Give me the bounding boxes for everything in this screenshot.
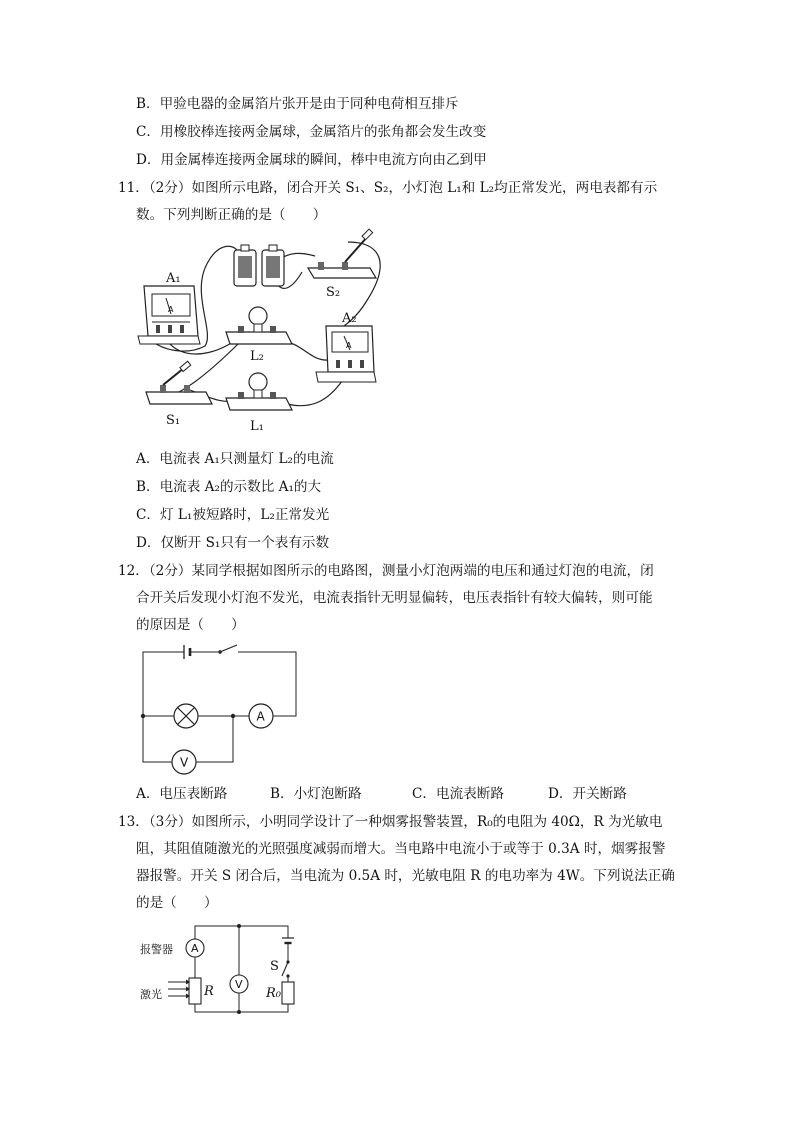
q11-label-a2: A₂: [342, 311, 357, 326]
q11-label-s1: S₁: [166, 413, 181, 428]
q12-options-row: [136, 785, 627, 803]
switch-s1-icon: [146, 361, 212, 404]
switch-s2-icon: [308, 229, 376, 278]
lamp-l2-icon: [226, 307, 292, 344]
q13-stem-line4: 的是（ ）: [136, 895, 218, 911]
q11-option-b: B．电流表 A₂的示数比 A₁的大: [136, 479, 322, 495]
switch-s-icon: [282, 960, 290, 977]
q10-option-d: D．用金属棒连接两金属球的瞬间，棒中电流方向由乙到甲: [136, 152, 487, 168]
q11-stem-line1: 11．（2分）如图所示电路，闭合开关 S₁、S₂，小灯泡 L₁和 L₂均正常发光，两电表都有示: [118, 180, 658, 196]
q13-alarm-label: 报警器: [140, 943, 173, 956]
q11-stem-line2: 数。下列判断正确的是（ ）: [136, 207, 327, 223]
q11-label-a1: A₁: [166, 271, 181, 286]
q13-r0-label: R₀: [266, 986, 281, 1001]
switch-icon: [218, 645, 237, 654]
q11-label-l1: L₁: [250, 419, 264, 434]
q13-circuit-figure: [138, 918, 308, 1018]
q13-stem-line2: 阻，其阻值随激光的光照强度减弱而增大。当电路中电流小于或等于 0.3A 时，烟雾报警: [136, 841, 666, 857]
q12-circuit-figure: [140, 644, 302, 780]
svg-text:A: A: [346, 341, 352, 350]
q11-circuit-figure: [130, 232, 400, 442]
q11-option-d: D．仅断开 S₁只有一个表有示数: [136, 535, 330, 551]
q12-voltmeter-label: V: [180, 755, 189, 770]
q12-option-c: C．电流表断路: [412, 786, 504, 802]
q11-option-c: C．灯 L₁被短路时，L₂正常发光: [136, 507, 330, 523]
laser-arrows-icon: [168, 980, 190, 999]
q12-option-a: A．电压表断路: [136, 786, 228, 802]
q10-option-c: C．用橡胶棒连接两金属球，金属箔片的张角都会发生改变: [136, 124, 487, 140]
q12-ammeter-label: A: [256, 709, 265, 724]
battery-icon: [282, 938, 294, 943]
lamp-l1-icon: [226, 373, 292, 410]
ammeter-a2-icon: [316, 326, 376, 382]
battery-icon: [234, 245, 284, 286]
q10-option-b: B．甲验电器的金属箔片张开是由于同种电荷相互排斥: [136, 96, 459, 112]
r0-resistor-icon: [282, 982, 294, 1004]
q13-voltmeter-label: V: [235, 978, 243, 991]
q12-option-b: B．小灯泡断路: [270, 786, 362, 802]
q13-stem-line1: 13．（3分）如图所示，小明同学设计了一种烟雾报警装置，R₀的电阻为 40Ω，R 为光敏电: [118, 814, 663, 830]
q11-option-a: A．电流表 A₁只测量灯 L₂的电流: [136, 451, 334, 467]
svg-text:A: A: [168, 305, 174, 314]
q13-laser-label: 激光: [140, 988, 162, 1001]
photoresistor-icon: [189, 978, 201, 1004]
q13-ammeter-label: A: [191, 942, 199, 955]
lamp-icon: [174, 704, 198, 728]
ammeter-a1-icon: [138, 286, 200, 344]
q12-option-d: D．开关断路: [548, 786, 627, 802]
q13-switch-label: S: [270, 959, 279, 974]
q11-label-l2: L₂: [250, 349, 264, 364]
q12-stem-line2: 合开关后发现小灯泡不发光，电流表指针无明显偏转，电压表指针有较大偏转，则可能: [136, 590, 653, 606]
q13-r-label: R: [204, 984, 214, 999]
q13-stem-line3: 器报警。开关 S 闭合后，当电流为 0.5A 时，光敏电阻 R 的电功率为 4W。下列说法正确: [136, 868, 675, 884]
q12-stem-line1: 12．（2分）某同学根据如图所示的电路图，测量小灯泡两端的电压和通过灯泡的电流，闭: [118, 563, 654, 579]
q12-stem-line3: 的原因是（ ）: [136, 617, 245, 633]
q11-label-s2: S₂: [326, 285, 341, 300]
